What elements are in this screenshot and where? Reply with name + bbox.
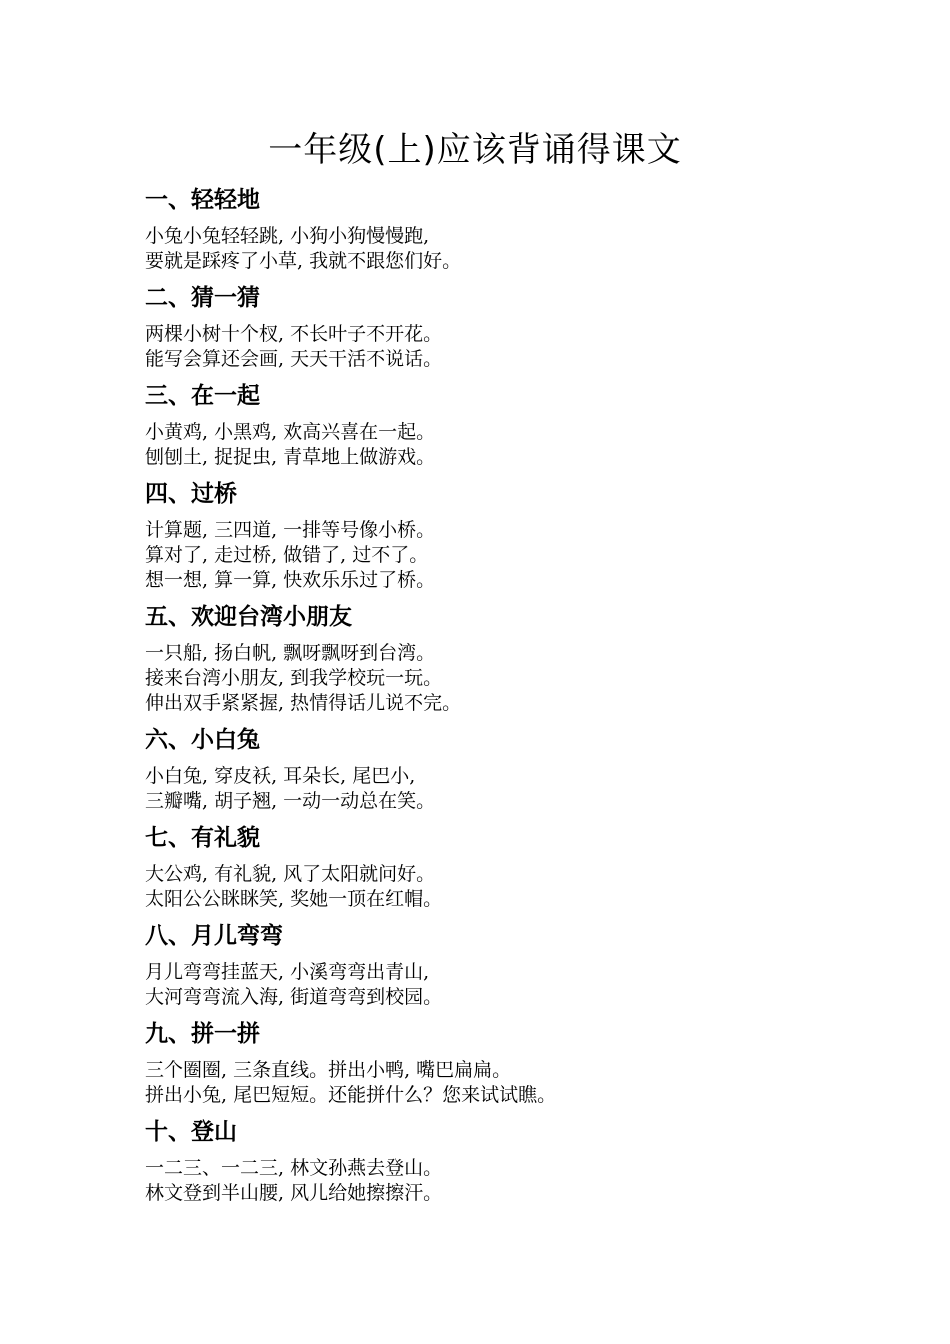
document-title: 一年级(上)应该背诵得课文 [268, 130, 682, 170]
poem-line: 三个圈圈, 三条直线。拼出小鸭, 嘴巴扁扁。 [145, 1059, 512, 1081]
lesson-heading: 一、轻轻地 [145, 187, 260, 213]
poem-line: 计算题, 三四道, 一排等号像小桥。 [145, 519, 436, 541]
lesson-text [145, 224, 845, 274]
lesson-section-9 [145, 1017, 845, 1108]
poem-line: 大公鸡, 有礼貌, 风了太阳就问好。 [145, 863, 436, 885]
lesson-list [145, 183, 845, 1213]
poem-line: 想一想, 算一算, 快欢乐乐过了桥。 [145, 569, 436, 591]
lesson-section-6 [145, 723, 845, 814]
poem-line: 两棵小树十个杈, 不长叶子不开花。 [145, 323, 443, 345]
lesson-section-1 [145, 183, 845, 274]
poem-line: 接来台湾小朋友, 到我学校玩一玩。 [145, 667, 443, 689]
lesson-section-10 [145, 1115, 845, 1206]
lesson-heading: 四、过桥 [145, 481, 237, 507]
poem-line: 太阳公公眯眯笑, 奖她一顶在红帽。 [145, 888, 443, 910]
lesson-text [145, 420, 845, 470]
lesson-text [145, 518, 845, 593]
lesson-heading: 七、有礼貌 [145, 825, 260, 851]
lesson-section-8 [145, 919, 845, 1010]
lesson-text [145, 1156, 845, 1206]
lesson-heading: 三、在一起 [145, 383, 260, 409]
lesson-section-3 [145, 379, 845, 470]
poem-line: 一只船, 扬白帆, 飘呀飘呀到台湾。 [145, 642, 436, 664]
lesson-text [145, 960, 845, 1010]
poem-line: 小兔小兔轻轻跳, 小狗小狗慢慢跑, [145, 225, 430, 247]
poem-line: 林文登到半山腰, 风儿给她擦擦汗。 [145, 1182, 443, 1204]
poem-line: 刨刨土, 捉捉虫, 青草地上做游戏。 [145, 446, 436, 468]
lesson-text [145, 322, 845, 372]
lesson-text [145, 862, 845, 912]
lesson-text [145, 641, 845, 716]
poem-line: 能写会算还会画, 天天干活不说话。 [145, 348, 443, 370]
poem-line: 小黄鸡, 小黑鸡, 欢高兴喜在一起。 [145, 421, 436, 443]
poem-line: 小白兔, 穿皮袄, 耳朵长, 尾巴小, [145, 765, 416, 787]
lesson-heading: 六、小白兔 [145, 727, 260, 753]
lesson-heading: 八、月儿弯弯 [145, 923, 283, 949]
poem-line: 要就是踩疼了小草, 我就不跟您们好。 [145, 250, 462, 272]
lesson-section-2 [145, 281, 845, 372]
lesson-text [145, 764, 845, 814]
poem-line: 月儿弯弯挂蓝天, 小溪弯弯出青山, [145, 961, 430, 983]
poem-line: 一二三、一二三, 林文孙燕去登山。 [145, 1157, 443, 1179]
poem-line: 伸出双手紧紧握, 热情得话儿说不完。 [145, 692, 462, 714]
poem-line: 拼出小兔, 尾巴短短。还能拼什么？您来试试瞧。 [145, 1084, 557, 1106]
lesson-text [145, 1058, 845, 1108]
poem-line: 大河弯弯流入海, 街道弯弯到校园。 [145, 986, 443, 1008]
lesson-heading: 十、登山 [145, 1119, 237, 1145]
lesson-heading: 五、欢迎台湾小朋友 [145, 604, 352, 630]
lesson-section-5 [145, 600, 845, 716]
lesson-section-7 [145, 821, 845, 912]
poem-line: 三瓣嘴, 胡子翘, 一动一动总在笑。 [145, 790, 436, 812]
lesson-heading: 二、猜一猜 [145, 285, 260, 311]
lesson-section-4 [145, 477, 845, 593]
poem-line: 算对了, 走过桥, 做错了, 过不了。 [145, 544, 429, 566]
lesson-heading: 九、拼一拼 [145, 1021, 260, 1047]
